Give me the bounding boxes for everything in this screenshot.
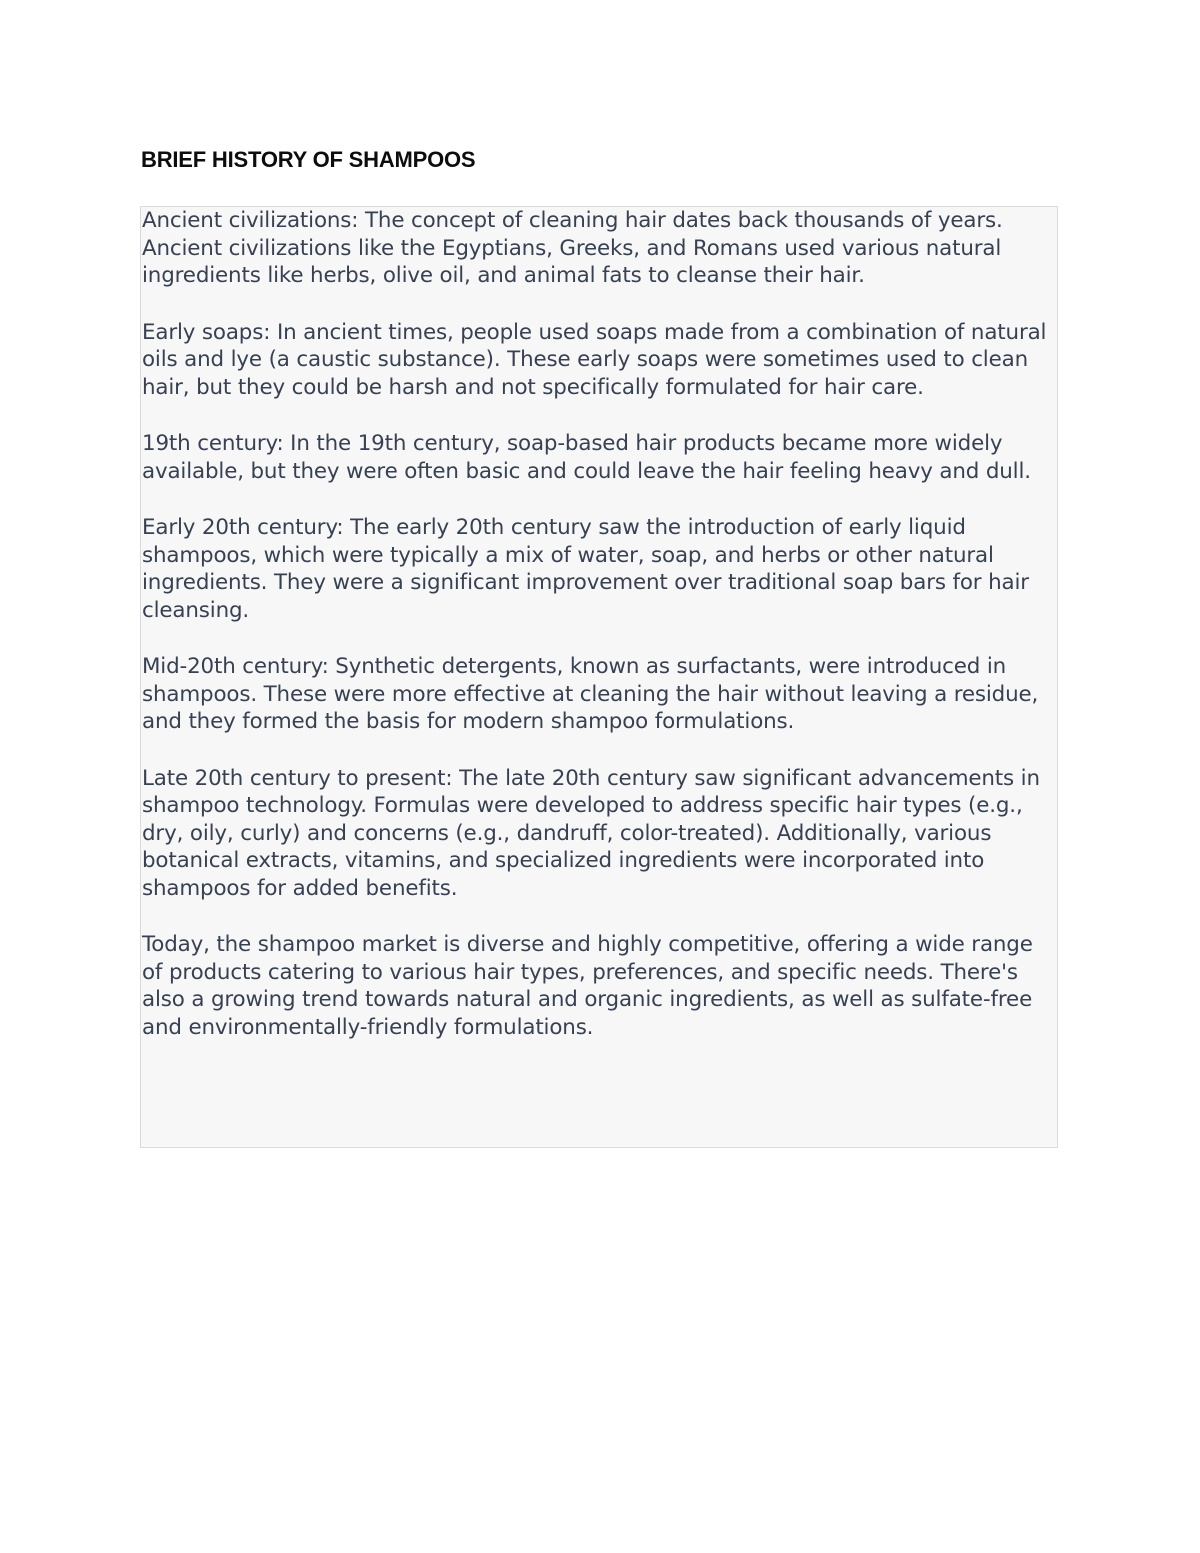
document-title: BRIEF HISTORY OF SHAMPOOS: [141, 147, 476, 172]
paragraph-early-soaps: Early soaps: In ancient times, people used soaps made from a combination of natural oils and lye (a caustic substance). These early soaps were sometimes used to clean hair, but they could be harsh and not specifically formulated for hair care.: [142, 319, 1047, 400]
paragraph-mid-20th-century: Mid-20th century: Synthetic detergents, known as surfactants, were introduced in shampoos. These were more effective at cleaning the hair without leaving a residue, and they formed the basis for modern shampoo formulations.: [142, 654, 1039, 734]
paragraph-today: Today, the shampoo market is diverse and highly competitive, offering a wide range of products catering to various hair types, preferences, and specific needs. There's also a growing trend towards natural and organic ingredients, as well as sulfate-free and environmentally-friendly formulations.: [142, 932, 1033, 1040]
paragraph-late-20th-century-to-present: Late 20th century to present: The late 20th century saw significant advancements in shampoo technology. Formulas were developed to address specific hair types (e.g., dry, oily, curly) and concerns (e.g., dandruff, color-treated). Additionally, various botanical extracts, vitamins, and specialized ingredients were incorporated into shampoos for added benefits.: [142, 765, 1040, 901]
paragraph-ancient-civilizations: Ancient civilizations: The concept of cleaning hair dates back thousands of years. Ancient civilizations like the Egyptians, Greeks, and Romans used various natural ingredients like herbs, olive oil, and animal fats to cleanse their hair.: [142, 208, 1003, 288]
history-text-box: [140, 206, 1058, 1148]
paragraph-early-20th-century: Early 20th century: The early 20th century saw the introduction of early liquid shampoos, which were typically a mix of water, soap, and herbs or other natural ingredients. They were a significant improvement over traditional soap bars for hair cleansing.: [142, 515, 1029, 623]
paragraph-19th-century: 19th century: In the 19th century, soap-based hair products became more widely available, but they were often basic and could leave the hair feeling heavy and dull.: [142, 431, 1031, 484]
